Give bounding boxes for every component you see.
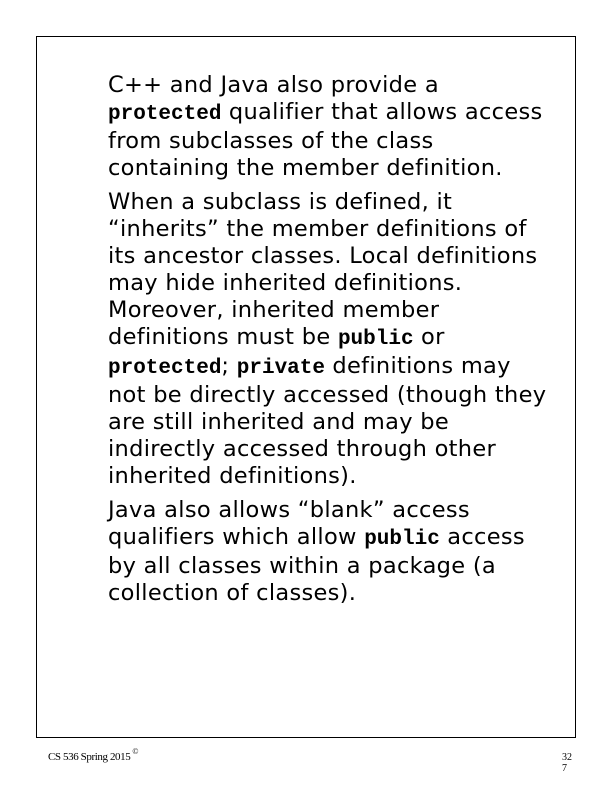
text: or <box>413 324 445 350</box>
paragraph-protected-qualifier <box>108 72 548 182</box>
paragraph-blank-access <box>108 497 548 607</box>
footer-page-number <box>562 752 582 774</box>
code-keyword: private <box>236 357 325 380</box>
text: definitions may not be directly accessed (though they are still inherited and may be indirectly accessed through other inherited definitions). <box>108 353 547 489</box>
text: C++ and Java also provide a <box>108 72 439 98</box>
text: qualifier that allows access from subclasses of the class containing the member definition. <box>108 99 543 181</box>
code-keyword: public <box>337 328 414 351</box>
course-label: CS 536 Spring 2015 <box>48 751 131 763</box>
page-subnumber: 7 <box>562 763 567 774</box>
slide-content <box>108 72 548 614</box>
code-keyword: protected <box>108 103 222 126</box>
footer-course <box>48 747 138 763</box>
code-keyword: protected <box>108 357 222 380</box>
text: When a subclass is defined, it “inherits” the member definitions of its ancestor classes. Local definitions may hide inherited definitions. Moreover, inherited member definitions must be <box>108 189 538 350</box>
page-number: 32 <box>562 752 572 763</box>
text: Java also allows “blank” access qualifiers which allow <box>108 497 470 550</box>
text: ; <box>221 353 237 379</box>
code-keyword: public <box>364 528 440 551</box>
copyright-symbol: © <box>132 747 139 756</box>
paragraph-inheritance <box>108 189 548 490</box>
text: access by all classes within a package (a collection of classes). <box>108 524 525 606</box>
